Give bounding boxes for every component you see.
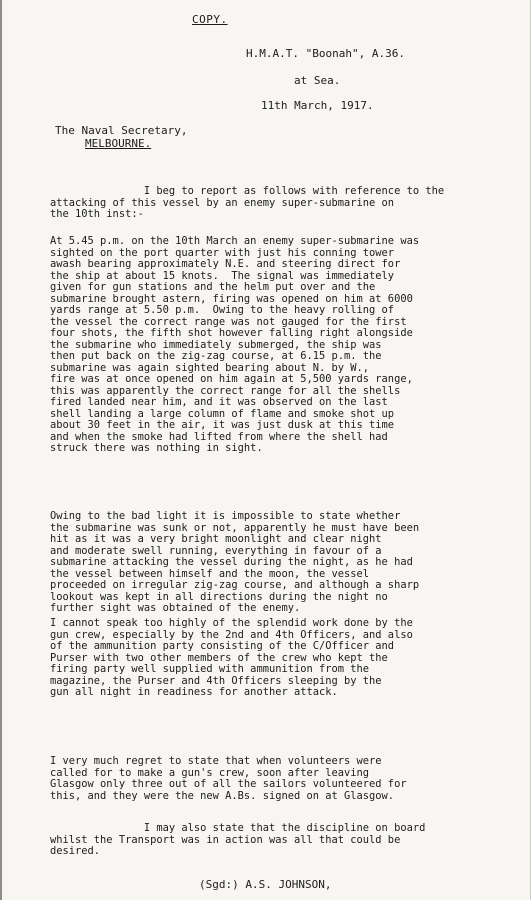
copy-label: COPY. [192,13,228,26]
discipline-paragraph: I may also state that the discipline on board whilst the Transport was in action was all that could be desired. [50,822,426,857]
volunteers-paragraph: I very much regret to state that when volunteers were called for to make a gun's crew, soon after leaving Glasgow only three out of all the sailors volunteered for this, and they were the new A.Bs. signed on at Glasgow. [50,755,407,802]
addressee-title: The Naval Secretary, [55,124,188,137]
signature-line: (Sgd:) A.S. JOHNSON, [199,878,332,891]
outcome-paragraph: Owing to the bad light it is impossible to state whether the submarine was sunk or not, apparently he must have been hit as it was a very bright moonlight and clear night and moderate swell running, everything in favour of a submarine attacking the vessel during the night, as he had the vessel between himself and the moon, the vessel proceeded on irregular zig-zag course, and although a sharp lookout was kept in all directions during the night no further sight was obtained of the enemy. [50,510,420,614]
addressee-city: MELBOURNE. [85,137,152,150]
addressee-block [55,124,187,150]
ship-name: H.M.A.T. "Boonah", A.36. [246,47,405,60]
letter-date: 11th March, 1917. [261,99,374,112]
commendation-paragraph: I cannot speak too highly of the splendid work done by the gun crew, especially by the 2nd and 4th Officers, and also of the ammunition party consisting of the C/Officer and Purser with two other members of the crew who kept the firing party well supplied with ammunition from the magazine, the Purser and 4th Officers sleeping by the gun all night in readiness for another attack. [50,617,413,698]
intro-paragraph: I beg to report as follows with reference to the attacking of this vessel by an enemy super-submarine on the 10th inst:- [50,185,445,220]
location-line: at Sea. [294,74,341,87]
attack-account-paragraph: At 5.45 p.m. on the 10th March an enemy super-submarine was sighted on the port quarter with just his conning tower awash bearing approximately N.E. and steering direct for the ship at about 15 knots. The signal was immediately given for gun stations and the helm put over and the submarine brought astern, firing was opened on him at 6000 yards range at 5.50 p.m. Owing to the heavy rolling of the vessel the correct range was not gauged for the first four shots, the fifth shot however falling right alongside the submarine who immediately submerged, the ship was then put back on the zig-zag course, at 6.15 p.m. the submarine was again sighted bearing about N. by W., fire was at once opened on him again at 5,500 yards range, this was apparently the correct range for all the shells fired landed near him, and it was observed on the last shell landing a large column of flame and smoke shot up about 30 feet in the air, it was just dusk at this time and when the smoke had lifted from where the shell had struck there was nothing in sight. [50,235,420,454]
